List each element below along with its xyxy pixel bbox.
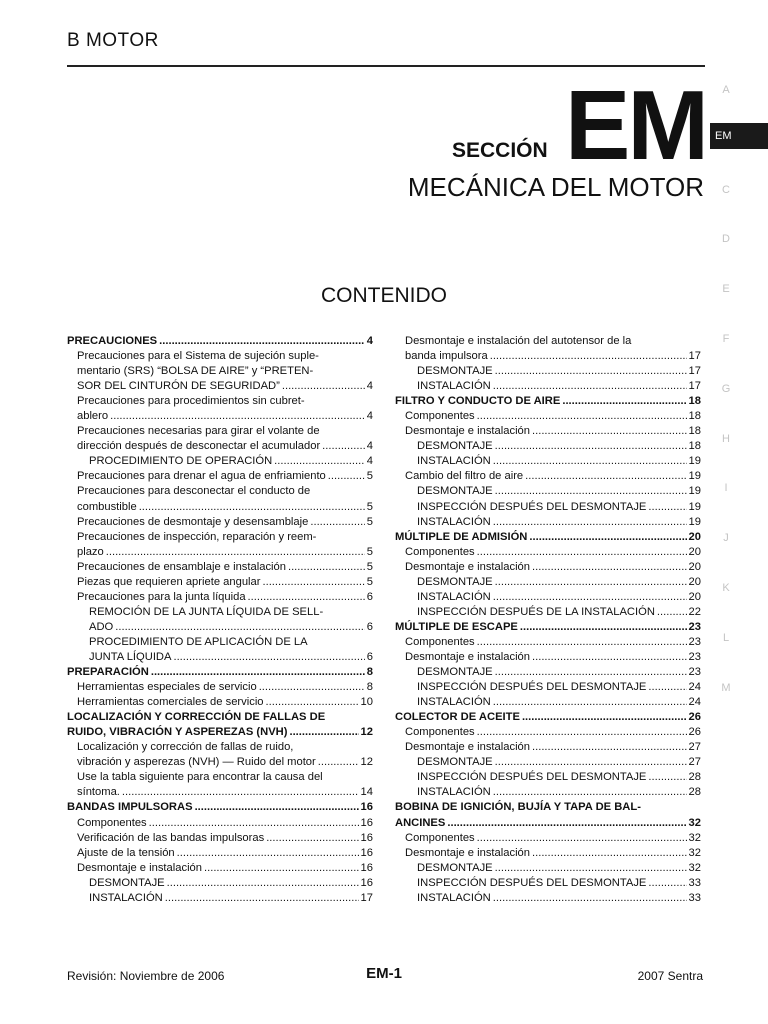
toc-dot-leader (477, 725, 687, 740)
toc-entry[interactable] (67, 530, 373, 560)
toc-dot-leader (493, 379, 687, 394)
toc-page-number: 16 (360, 816, 373, 829)
toc-entry-text: INSTALACIÓN (417, 380, 491, 393)
toc-entry-text: Componentes (405, 831, 475, 844)
toc-entry-text: DESMONTAJE (417, 861, 493, 874)
header-rule (67, 65, 705, 67)
toc-entry-text: Piezas que requieren apriete angular (77, 575, 261, 588)
toc-dot-leader (648, 680, 686, 695)
toc-page-number: 19 (688, 470, 701, 483)
toc-dot-leader (262, 575, 364, 590)
toc-dot-leader (477, 545, 687, 560)
toc-page-number: 6 (366, 650, 373, 663)
toc-dot-leader (328, 469, 365, 484)
toc-entry[interactable] (395, 379, 701, 394)
side-index-tab-j[interactable]: J (723, 532, 729, 545)
toc-entry-text: Localización y corrección de fallas de ruido, (77, 741, 294, 754)
toc-entry[interactable] (395, 635, 701, 650)
toc-dot-leader (159, 334, 365, 349)
toc-dot-leader (282, 379, 365, 394)
toc-entry[interactable] (395, 515, 701, 530)
toc-entry-text: banda impulsora (405, 350, 488, 363)
toc-entry[interactable] (395, 665, 701, 680)
toc-entry-text: MÚLTIPLE DE ADMISIÓN (395, 530, 528, 543)
toc-entry[interactable] (395, 484, 701, 499)
toc-page-number: 26 (688, 711, 701, 724)
toc-entry-text: Desmontaje e instalación (405, 846, 530, 859)
toc-entry-text: vibración y asperezas (NVH) — Ruido del motor (77, 756, 316, 769)
toc-dot-leader (532, 424, 687, 439)
toc-entry-text: INSPECCIÓN DESPUÉS DEL DESMONTAJE (417, 681, 647, 694)
toc-entry-text: INSTALACIÓN (417, 455, 491, 468)
toc-entry-text: Precauciones para procedimientos sin cubret- (77, 395, 305, 408)
toc-dot-leader (110, 409, 365, 424)
toc-entry-text: ANCINES (395, 816, 446, 829)
toc-entry-text: Precauciones para drenar el agua de enfriamiento (77, 470, 326, 483)
toc-page-number: 28 (688, 786, 701, 799)
toc-entry[interactable] (67, 484, 373, 514)
toc-dot-leader (493, 590, 687, 605)
toc-entry-text: PROCEDIMIENTO DE OPERACIÓN (89, 455, 273, 468)
toc-page-number: 6 (366, 620, 373, 633)
toc-entry-text: Componentes (77, 816, 147, 829)
toc-page-number: 5 (366, 575, 373, 588)
toc-entry[interactable] (395, 469, 701, 484)
toc-entry-text: INSTALACIÓN (417, 590, 491, 603)
toc-entry-text: BOBINA DE IGNICIÓN, BUJÍA Y TAPA DE BAL- (395, 801, 641, 814)
toc-entry[interactable] (395, 770, 701, 785)
toc-page-number: 32 (688, 831, 701, 844)
toc-dot-leader (195, 800, 359, 815)
toc-entry-text: Herramientas comerciales de servicio (77, 696, 264, 709)
toc-entry[interactable] (67, 876, 373, 891)
toc-entry[interactable] (67, 590, 373, 605)
toc-entry[interactable] (67, 394, 373, 424)
toc-dot-leader (657, 605, 687, 620)
toc-page-number: 19 (688, 485, 701, 498)
toc-dot-leader (274, 454, 365, 469)
toc-page-number: 24 (688, 696, 701, 709)
toc-page-number: 27 (688, 756, 701, 769)
toc-entry[interactable] (395, 439, 701, 454)
toc-left-column (67, 334, 373, 906)
toc-entry-text: DESMONTAJE (417, 756, 493, 769)
toc-entry[interactable] (67, 770, 373, 800)
toc-entry-text: PROCEDIMIENTO DE APLICACIÓN DE LA (89, 635, 308, 648)
toc-dot-leader (322, 439, 365, 454)
toc-entry-text: COLECTOR DE ACEITE (395, 711, 520, 724)
toc-page-number: 26 (688, 726, 701, 739)
toc-page-number: 18 (688, 395, 701, 408)
toc-entry-text: Precauciones para desconectar el conducto de (77, 485, 311, 498)
toc-entry-text: Desmontaje e instalación (405, 560, 530, 573)
side-index-tab-f[interactable]: F (722, 333, 730, 345)
toc-page-number: 19 (688, 500, 701, 513)
toc-entry-text: DESMONTAJE (417, 485, 493, 498)
toc-page-number: 18 (688, 425, 701, 438)
toc-entry[interactable] (67, 846, 373, 861)
toc-dot-leader (151, 665, 365, 680)
toc-dot-leader (493, 785, 687, 800)
toc-entry-text: plazo (77, 545, 104, 558)
toc-dot-leader (248, 590, 365, 605)
toc-page-number: 17 (688, 350, 701, 363)
toc-entry[interactable] (395, 424, 701, 439)
toc-entry-text: INSPECCIÓN DESPUÉS DE LA INSTALACIÓN (417, 605, 655, 618)
toc-dot-leader (288, 560, 365, 575)
toc-dot-leader (529, 530, 686, 545)
toc-entry-text: Desmontaje e instalación (405, 741, 530, 754)
toc-entry[interactable] (67, 861, 373, 876)
toc-page-number: 5 (366, 545, 373, 558)
toc-entry-text: INSTALACIÓN (417, 891, 491, 904)
toc-entry-text: Precauciones de ensamblaje e instalación (77, 560, 286, 573)
toc-entry-text: Desmontaje e instalación (405, 650, 530, 663)
toc-page-number: 18 (688, 440, 701, 453)
toc-dot-leader (139, 500, 365, 515)
toc-entry[interactable] (395, 755, 701, 770)
toc-dot-leader (122, 785, 359, 800)
toc-dot-leader (532, 846, 687, 861)
toc-entry[interactable] (67, 680, 373, 695)
toc-dot-leader (520, 620, 687, 635)
toc-entry[interactable] (67, 349, 373, 394)
toc-page-number: 18 (688, 410, 701, 423)
toc-page-number: 4 (366, 335, 373, 347)
toc-entry[interactable] (67, 454, 373, 469)
toc-page-number: 4 (366, 380, 373, 393)
toc-entry[interactable] (395, 454, 701, 469)
toc-entry-text: Componentes (405, 410, 475, 423)
toc-dot-leader (495, 665, 687, 680)
toc-entry[interactable] (395, 785, 701, 800)
footer-revision: Revisión: Noviembre de 2006 (67, 969, 225, 983)
toc-entry-text: Precauciones necesarias para girar el volante de (77, 425, 320, 438)
toc-entry[interactable] (395, 409, 701, 424)
header-group-title: B MOTOR (67, 30, 159, 51)
contents-title: CONTENIDO (321, 284, 447, 307)
toc-entry-text: Cambio del filtro de aire (405, 470, 524, 483)
toc-entry-text: Ajuste de la tensión (77, 846, 175, 859)
toc-entry[interactable] (395, 695, 701, 710)
toc-dot-leader (525, 469, 686, 484)
toc-page-number: 20 (688, 575, 701, 588)
toc-entry[interactable] (395, 740, 701, 755)
toc-page-number: 17 (688, 380, 701, 393)
toc-entry-text: REMOCIÓN DE LA JUNTA LÍQUIDA DE SELL- (89, 605, 324, 618)
toc-page-number: 17 (688, 365, 701, 378)
toc-dot-leader (266, 831, 358, 846)
toc-dot-leader (522, 710, 687, 725)
toc-page-number: 16 (360, 801, 373, 814)
side-index-tab-i[interactable]: I (724, 482, 728, 495)
toc-page-number: 32 (688, 861, 701, 874)
toc-dot-leader (648, 876, 686, 891)
toc-dot-leader (173, 650, 364, 665)
toc-entry-text: Componentes (405, 635, 475, 648)
toc-dot-leader (648, 770, 686, 785)
toc-entry-text: INSTALACIÓN (417, 515, 491, 528)
toc-entry-text: INSTALACIÓN (417, 786, 491, 799)
toc-page-number: 28 (688, 771, 701, 784)
toc-entry-text: PRECAUCIONES (67, 335, 158, 347)
toc-entry[interactable] (67, 575, 373, 590)
toc-page-number: 4 (366, 410, 373, 423)
toc-entry-text: DESMONTAJE (417, 365, 493, 378)
toc-dot-leader (477, 831, 687, 846)
toc-dot-leader (289, 725, 358, 740)
toc-entry[interactable] (395, 590, 701, 605)
toc-entry-text: INSPECCIÓN DESPUÉS DEL DESMONTAJE (417, 500, 647, 513)
toc-dot-leader (447, 816, 686, 831)
side-index-tab-e[interactable]: E (722, 283, 730, 296)
toc-dot-leader (318, 755, 359, 770)
toc-entry-text: INSPECCIÓN DESPUÉS DEL DESMONTAJE (417, 771, 647, 784)
toc-entry-text: PREPARACIÓN (67, 666, 149, 679)
toc-entry[interactable] (395, 605, 701, 620)
toc-dot-leader (495, 575, 687, 590)
toc-entry-text: Desmontaje e instalación (77, 861, 202, 874)
toc-entry[interactable] (395, 891, 701, 906)
toc-entry[interactable] (67, 605, 373, 635)
toc-entry-text: JUNTA LÍQUIDA (89, 650, 172, 663)
toc-entry[interactable] (395, 620, 701, 635)
toc-entry-text: Precauciones de desmontaje y desensamblaje (77, 515, 309, 528)
toc-entry-text: INSTALACIÓN (89, 891, 163, 904)
toc-entry[interactable] (395, 394, 701, 409)
side-index-tab-h[interactable]: H (722, 432, 730, 445)
toc-entry-text: Precauciones de inspección, reparación y reem- (77, 530, 317, 543)
toc-entry[interactable] (67, 695, 373, 710)
toc-page-number: 12 (360, 726, 373, 739)
toc-page-number: 20 (688, 590, 701, 603)
toc-page-number: 16 (360, 876, 373, 889)
toc-entry[interactable] (395, 575, 701, 590)
toc-page-number: 5 (366, 515, 373, 528)
toc-dot-leader (167, 876, 359, 891)
toc-dot-leader (532, 650, 687, 665)
toc-dot-leader (495, 861, 687, 876)
toc-page-number: 23 (688, 620, 701, 633)
toc-dot-leader (493, 891, 687, 906)
toc-dot-leader (532, 560, 687, 575)
toc-dot-leader (493, 515, 687, 530)
toc-entry[interactable] (395, 876, 701, 891)
toc-dot-leader (477, 635, 687, 650)
toc-entry[interactable] (395, 560, 701, 575)
toc-dot-leader (204, 861, 359, 876)
toc-page-number: 16 (360, 831, 373, 844)
toc-dot-leader (493, 695, 687, 710)
side-index-tab-a[interactable]: A (722, 84, 730, 96)
toc-page-number: 8 (366, 666, 373, 679)
toc-entry-text: Use la tabla siguiente para encontrar la causa del (77, 771, 323, 784)
toc-dot-leader (495, 755, 687, 770)
toc-page-number: 23 (688, 650, 701, 663)
toc-page-number: 20 (688, 545, 701, 558)
toc-page-number: 5 (366, 560, 373, 573)
toc-entry[interactable] (67, 831, 373, 846)
toc-page-number: 27 (688, 741, 701, 754)
toc-entry[interactable] (395, 861, 701, 876)
toc-entry-text: DESMONTAJE (417, 666, 493, 679)
toc-entry-text: Componentes (405, 726, 475, 739)
toc-entry[interactable] (67, 665, 373, 680)
toc-dot-leader (177, 846, 359, 861)
toc-entry[interactable] (395, 545, 701, 560)
footer-model: 2007 Sentra (637, 969, 703, 983)
toc-entry-text: FILTRO Y CONDUCTO DE AIRE (395, 395, 561, 408)
toc-dot-leader (165, 891, 359, 906)
toc-page-number: 24 (688, 681, 701, 694)
toc-page-number: 23 (688, 635, 701, 648)
toc-entry[interactable] (395, 800, 701, 830)
toc-entry-text: ADO (89, 620, 114, 633)
toc-page-number: 10 (360, 696, 373, 709)
side-index-tab-g[interactable]: G (721, 382, 731, 395)
toc-entry-text: Desmontaje e instalación del autotensor de la (405, 335, 632, 347)
toc-entry-text: LOCALIZACIÓN Y CORRECCIÓN DE FALLAS DE (67, 711, 326, 724)
toc-page-number: 16 (360, 846, 373, 859)
toc-page-number: 22 (688, 605, 701, 618)
toc-entry[interactable] (67, 891, 373, 906)
toc-entry-text: Verificación de las bandas impulsoras (77, 831, 265, 844)
toc-entry[interactable] (67, 560, 373, 575)
toc-page-number: 20 (688, 530, 701, 543)
toc-entry[interactable] (67, 635, 373, 665)
toc-dot-leader (562, 394, 686, 409)
toc-entry[interactable] (395, 680, 701, 695)
toc-page-number: 8 (366, 681, 373, 694)
toc-entry[interactable] (67, 816, 373, 831)
toc-entry-text: Precauciones para el Sistema de sujeción suple- (77, 350, 319, 363)
toc-entry-text: mentario (SRS) “BOLSA DE AIRE” y “PRETEN- (77, 365, 314, 378)
toc-entry[interactable] (67, 800, 373, 815)
toc-entry-text: DESMONTAJE (89, 876, 165, 889)
toc-page-number: 14 (360, 786, 373, 799)
toc-entry-text: Componentes (405, 545, 475, 558)
toc-entry[interactable] (395, 710, 701, 725)
toc-page-number: 12 (360, 756, 373, 769)
toc-entry[interactable] (395, 650, 701, 665)
toc-entry[interactable] (67, 334, 373, 349)
toc-entry[interactable] (67, 424, 373, 454)
toc-page-number: 17 (360, 891, 373, 904)
toc-entry-text: dirección después de desconectar el acumulador (77, 440, 321, 453)
toc-page-number: 6 (366, 590, 373, 603)
toc-entry-text: DESMONTAJE (417, 575, 493, 588)
toc-dot-leader (477, 409, 687, 424)
toc-entry-text: DESMONTAJE (417, 440, 493, 453)
toc-page-number: 23 (688, 666, 701, 679)
side-index-tab-l[interactable]: L (722, 631, 730, 644)
toc-dot-leader (495, 484, 687, 499)
toc-entry-text: INSPECCIÓN DESPUÉS DEL DESMONTAJE (417, 876, 647, 889)
toc-entry[interactable] (395, 846, 701, 861)
toc-entry[interactable] (67, 515, 373, 530)
toc-entry[interactable] (395, 725, 701, 740)
toc-dot-leader (495, 364, 687, 379)
side-index-tab-k[interactable]: K (722, 582, 730, 594)
toc-page-number: 32 (688, 846, 701, 859)
toc-dot-leader (648, 500, 686, 515)
toc-dot-leader (310, 515, 364, 530)
toc-dot-leader (266, 695, 359, 710)
toc-page-number: 19 (688, 515, 701, 528)
section-label: SECCIÓN (452, 139, 548, 162)
side-index-tab-c[interactable]: C (722, 183, 730, 196)
toc-entry[interactable] (395, 500, 701, 515)
toc-entry-text: SOR DEL CINTURÓN DE SEGURIDAD” (77, 380, 280, 393)
toc-dot-leader (490, 349, 687, 364)
toc-page-number: 5 (366, 500, 373, 513)
toc-entry[interactable] (395, 530, 701, 545)
toc-entry-text: RUIDO, VIBRACIÓN Y ASPEREZAS (NVH) (67, 726, 288, 739)
side-index-tab-m[interactable]: M (721, 681, 731, 694)
toc-right-column (395, 334, 701, 906)
toc-page-number: 32 (688, 816, 701, 829)
section-title: MECÁNICA DEL MOTOR (407, 172, 704, 202)
toc-entry-text: INSTALACIÓN (417, 696, 491, 709)
toc-entry-text: ablero (77, 410, 109, 423)
toc-page-number: 4 (366, 440, 373, 453)
toc-entry[interactable] (395, 831, 701, 846)
toc-entry[interactable] (395, 334, 701, 364)
toc-dot-leader (493, 454, 687, 469)
toc-page-number: 16 (360, 861, 373, 874)
toc-entry-text: BANDAS IMPULSORAS (67, 801, 193, 814)
toc-entry-text: síntoma. (77, 786, 120, 799)
toc-dot-leader (259, 680, 365, 695)
toc-entry-text: combustible (77, 500, 137, 513)
toc-page-number: 19 (688, 455, 701, 468)
toc-dot-leader (106, 545, 365, 560)
footer-page-number: EM-1 (366, 965, 402, 982)
toc-entry[interactable] (395, 364, 701, 379)
toc-entry[interactable] (67, 469, 373, 484)
toc-entry-text: MÚLTIPLE DE ESCAPE (395, 620, 518, 633)
toc-entry-text: Precauciones para la junta líquida (77, 590, 246, 603)
toc-dot-leader (532, 740, 687, 755)
toc-page-number: 33 (688, 876, 701, 889)
toc-entry[interactable] (67, 710, 373, 740)
toc-page-number: 4 (366, 455, 373, 468)
side-index-tab-d[interactable]: D (722, 233, 730, 246)
section-code: EM (565, 70, 706, 180)
toc-entry-text: Desmontaje e instalación (405, 425, 530, 438)
toc-page-number: 33 (688, 891, 701, 904)
toc-dot-leader (149, 816, 359, 831)
toc-dot-leader (115, 620, 365, 635)
toc-entry-text: Herramientas especiales de servicio (77, 681, 257, 694)
side-index-tab-em[interactable]: EM (710, 123, 768, 149)
toc-page-number: 20 (688, 560, 701, 573)
toc-dot-leader (495, 439, 687, 454)
toc-entry[interactable] (67, 740, 373, 770)
toc-page-number: 5 (366, 470, 373, 483)
